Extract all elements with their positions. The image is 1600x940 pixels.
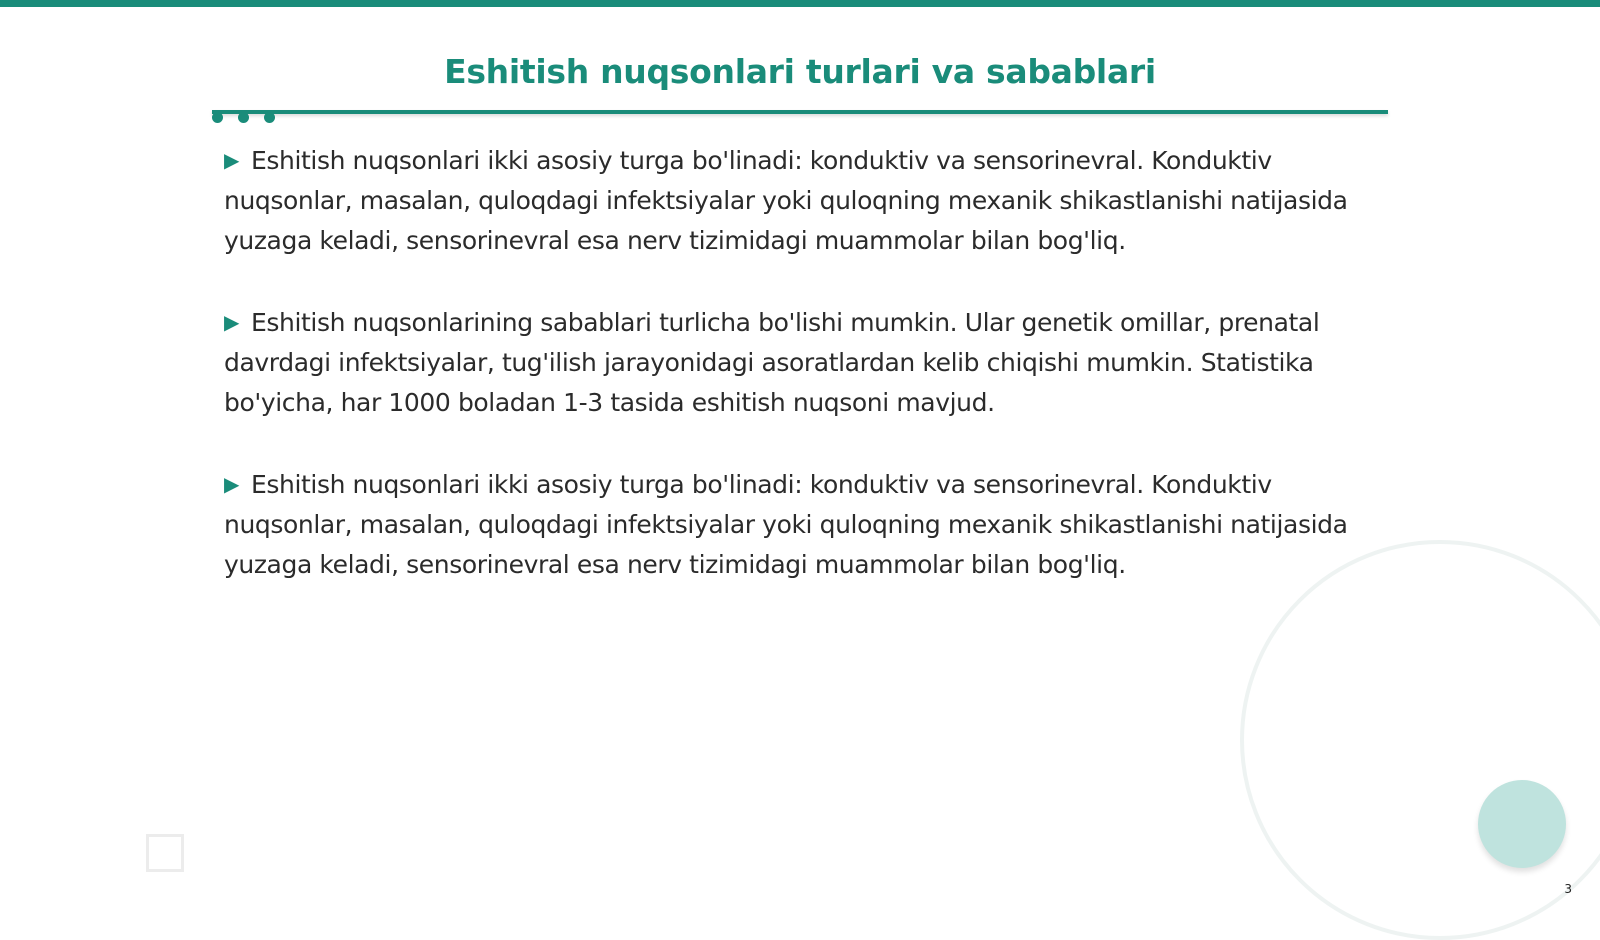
bullet-item-1 [224, 140, 1364, 261]
triangle-right-icon: ▶ [224, 148, 239, 172]
bullet-text-3: Eshitish nuqsonlari ikki asosiy turga bo'linadi: konduktiv va sensorinevral. Konduktiv nuqsonlar, masalan, quloqdagi infektsiyalar yoki quloqning mexanik shikastlanishi natijasida yuzaga keladi, sensorinevral esa nerv tizimidagi muammolar bilan bog'liq. [224, 470, 1348, 579]
slide-title: Eshitish nuqsonlari turlari va sabablari [444, 52, 1156, 91]
triangle-right-icon: ▶ [224, 472, 239, 496]
title-underline [212, 110, 1388, 114]
decor-dot-1 [212, 112, 223, 123]
triangle-right-icon: ▶ [224, 310, 239, 334]
decor-teal-circle [1478, 780, 1566, 868]
decor-dot-2 [238, 112, 249, 123]
bullet-list [224, 140, 1364, 626]
decor-square [146, 834, 184, 872]
bullet-text-1: Eshitish nuqsonlari ikki asosiy turga bo'linadi: konduktiv va sensorinevral. Konduktiv nuqsonlar, masalan, quloqdagi infektsiyalar yoki quloqning mexanik shikastlanishi natijasida yuzaga keladi, sensorinevral esa nerv tizimidagi muammolar bilan bog'liq. [224, 146, 1348, 255]
bullet-item-3 [224, 464, 1364, 585]
decor-dot-3 [264, 112, 275, 123]
bullet-item-2 [224, 302, 1364, 423]
page-number: 3 [1564, 882, 1572, 896]
bullet-text-2: Eshitish nuqsonlarining sabablari turlicha bo'lishi mumkin. Ular genetik omillar, prenatal davrdagi infektsiyalar, tug'ilish jarayonidagi asoratlardan kelib chiqishi mumkin. Statistika bo'yicha, har 1000 boladan 1-3 tasida eshitish nuqsoni mavjud. [224, 308, 1320, 417]
top-accent-bar [0, 0, 1600, 7]
